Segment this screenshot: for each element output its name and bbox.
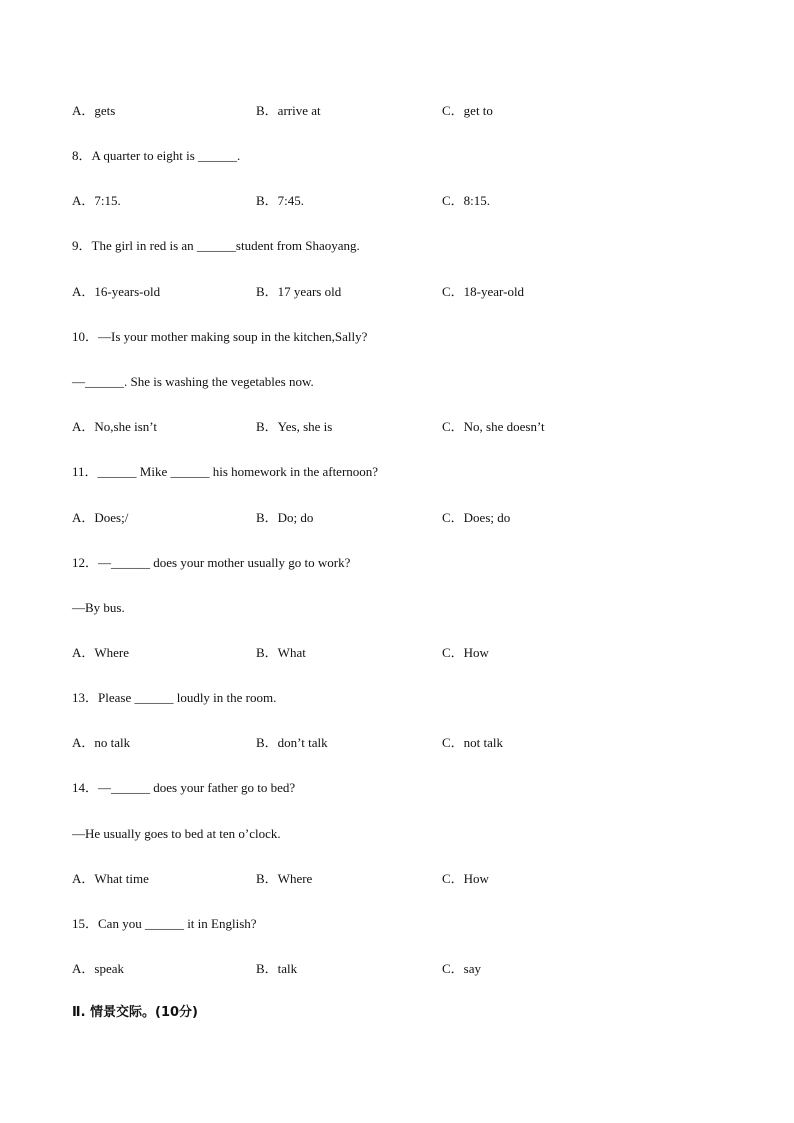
q15-stem: 15．Can you ______ it in English?	[72, 916, 257, 931]
q13-option-b[interactable]: B．don’t talk	[256, 735, 328, 750]
q8-stem: 8．A quarter to eight is ______.	[72, 148, 241, 163]
q9-options	[0, 284, 794, 300]
q14-options	[0, 871, 794, 887]
q10-option-b[interactable]: B．Yes, she is	[256, 419, 333, 434]
q8-option-a[interactable]: A．7:15.	[72, 193, 121, 208]
q12-option-a[interactable]: A．Where	[72, 645, 130, 660]
q13-stem: 13．Please ______ loudly in the room.	[72, 690, 277, 705]
q15-option-b[interactable]: B．talk	[256, 961, 298, 976]
q12-stem: 12．—______ does your mother usually go to work?	[72, 555, 351, 570]
q9-stem: 9．The girl in red is an ______student from Shaoyang.	[72, 238, 360, 253]
q12-options	[0, 645, 794, 661]
q12-option-c[interactable]: C．How	[442, 645, 489, 660]
q14-dialog: —He usually goes to bed at ten o’clock.	[72, 826, 281, 841]
q15-option-c[interactable]: C．say	[442, 961, 482, 976]
q11-option-b[interactable]: B．Do; do	[256, 510, 314, 525]
q12-option-b[interactable]: B．What	[256, 645, 306, 660]
q10-stem: 10．—Is your mother making soup in the kitchen,Sally?	[72, 329, 368, 344]
q13-option-a[interactable]: A．no talk	[72, 735, 131, 750]
q10-options	[0, 419, 794, 435]
q15-option-a[interactable]: A．speak	[72, 961, 124, 976]
q7-options	[0, 103, 794, 119]
q8-option-c[interactable]: C．8:15.	[442, 193, 491, 208]
q7-option-a[interactable]: A．gets	[72, 103, 116, 118]
q8-option-b[interactable]: B．7:45.	[256, 193, 305, 208]
q11-options	[0, 510, 794, 526]
q12-dialog: —By bus.	[72, 600, 125, 615]
q10-dialog: —______. She is washing the vegetables now.	[72, 374, 314, 389]
q10-option-a[interactable]: A．No,she isn’t	[72, 419, 157, 434]
q11-option-c[interactable]: C．Does; do	[442, 510, 511, 525]
q8-options	[0, 193, 794, 209]
q13-option-c[interactable]: C．not talk	[442, 735, 504, 750]
q10-option-c[interactable]: C．No, she doesn’t	[442, 419, 545, 434]
q9-option-c[interactable]: C．18-year-old	[442, 284, 525, 299]
q7-option-b[interactable]: B．arrive at	[256, 103, 321, 118]
q11-stem: 11．______ Mike ______ his homework in the afternoon?	[72, 464, 379, 479]
q13-options	[0, 735, 794, 751]
section-2-heading: Ⅱ. 情景交际。(10分)	[72, 1005, 199, 1020]
q14-option-a[interactable]: A．What time	[72, 871, 149, 886]
q14-option-b[interactable]: B．Where	[256, 871, 313, 886]
q9-option-b[interactable]: B．17 years old	[256, 284, 342, 299]
q14-stem: 14．—______ does your father go to bed?	[72, 780, 296, 795]
q14-option-c[interactable]: C．How	[442, 871, 489, 886]
q15-options	[0, 961, 794, 977]
q9-option-a[interactable]: A．16-years-old	[72, 284, 161, 299]
q11-option-a[interactable]: A．Does;/	[72, 510, 129, 525]
q7-option-c[interactable]: C．get to	[442, 103, 493, 118]
